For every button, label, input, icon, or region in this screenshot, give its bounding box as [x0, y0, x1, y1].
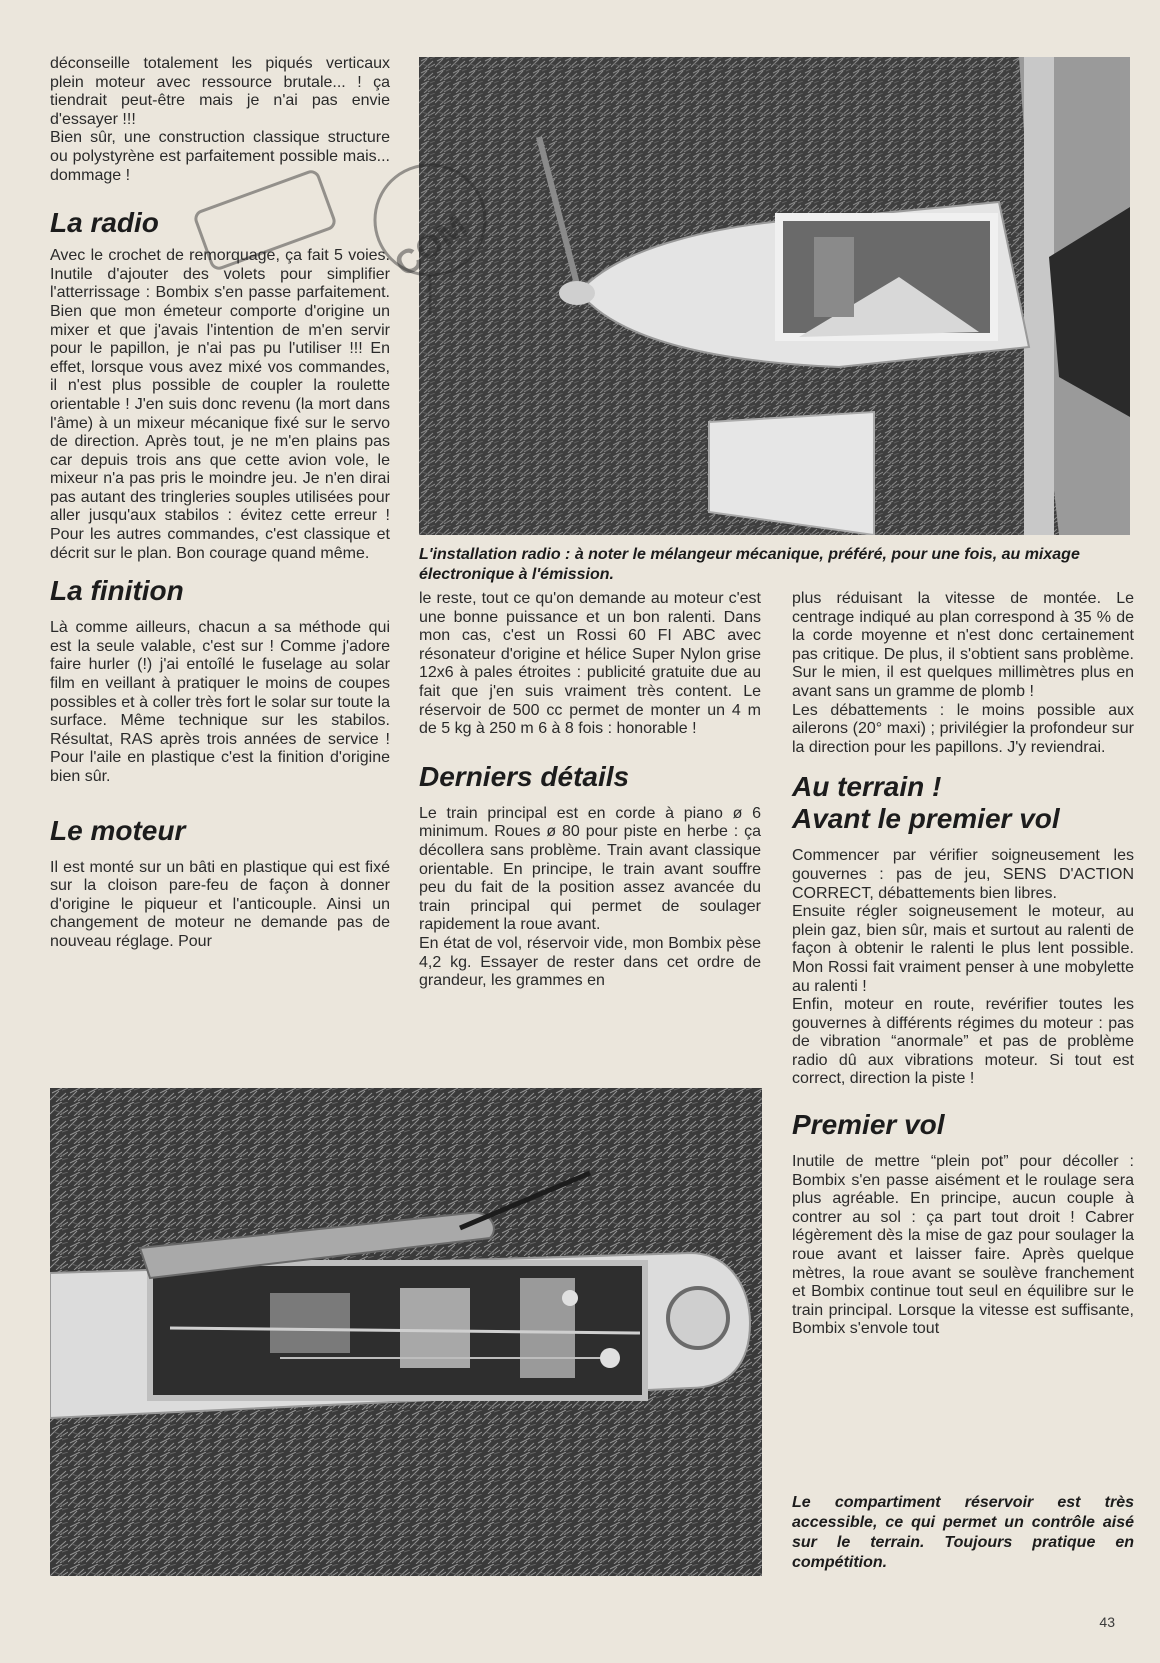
details-paragraph-2: En état de vol, réservoir vide, mon Bombix pèse 4,2 kg. Essayer de rester dans cet ordre de grandeur, les grammes en: [419, 934, 761, 990]
page-number: 43: [1099, 1614, 1115, 1630]
column-left: [50, 55, 390, 952]
intro-paragraph-2: Bien sûr, une construction classique structure ou polystyrène est parfaitement possible mais... dommage !: [50, 129, 390, 184]
watermark-text: COM: [387, 207, 475, 285]
heading-au-terrain: Au terrain !: [792, 771, 942, 803]
caption-fuel-compartment: Le compartiment réservoir est très accessible, ce qui permet un contrôle aisé sur le terrain. Toujours pratique en compétition.: [792, 1494, 1134, 1571]
engine-paragraph: le reste, tout ce qu'on demande au moteur c'est une bonne puissance et un bon ralenti. Dans mon cas, c'est un Rossi 60 FI ABC avec résonateur d'origine et hélice Super Nylon grise 12x6 à pales étroites : publicité gratuite due au fait que j'en suis vraiment très content. Le réservoir de 500 cc permet de monter un 4 m de 5 kg à 250 m 6 à 8 fois : honorable !: [419, 590, 761, 738]
heading-moteur: Le moteur: [50, 814, 186, 846]
radio-paragraph: Avec le crochet de remorquage, ça fait 5 voies. Inutile d'ajouter des volets pour simplifier l'atterrissage : Bombix s'en passe parfaitement. Bien que mon émeteur comporte d'origine un mixer et que j'avais l'intention de m'en servir pour le papillon, je n'ai pas pu l'utiliser !!! En effet, lorsque vous avez mixé vos commandes, il n'est plus possible de coupler la roulette orientable ! J'en suis donc revenu (la mort dans l'âme) à un mixeur mécanique fixé sur le servo de direction. Après tout, je ne m'en plains pas car depuis trois ans que cette avion vole, le mixeur n'a pas pris le moindre jeu. Je n'en dirai pas autant des tringleries souples utilisées pour aller jusqu'aux stabilos : évitez cette erreur ! Pour les autres commandes, c'est classique et décrit sur le plan. Bon courage quand même.: [50, 247, 390, 562]
terrain-paragraph-2: Ensuite régler soigneusement le moteur, au plein gaz, bien sûr, mais et surtout au ralenti de façon à obtenir le ralenti le plus lent possible. Mon Rossi fait vraiment penser à une mobylette au ralenti !: [792, 903, 1134, 995]
terrain-paragraph-1: Commencer par vérifier soigneusement les gouvernes : pas de jeu, SENS D'ACTION CORRECT, débattements bien libres.: [792, 847, 1134, 902]
heading-finition: La finition: [50, 575, 184, 607]
column-middle: [419, 590, 761, 991]
column-right: [792, 590, 1134, 1339]
photo-radio-installation: [419, 57, 1130, 535]
intro-paragraph-1: déconseille totalement les piqués verticaux plein moteur avec ressource brutale... ! ça tiendrait peut-être mais je n'ai pas envie d'essayer !!!: [50, 55, 390, 128]
terrain-paragraph-3: Enfin, moteur en route, revérifier toutes les gouvernes à différents régimes du moteur : pas de vibration “anormale” et pas de problème radio dû aux vibrations moteur. Si tout est correct, direction la piste !: [792, 996, 1134, 1088]
details-paragraph-1: Le train principal est en corde à piano ø 6 minimum. Roues ø 80 pour piste en herbe : ça décollera sans problème. Train avant classique orientable. En principe, le train avant souffre peu du fait de la position assez avancée du train principal qui permet de soulager rapidement la roue avant.: [419, 804, 761, 934]
heading-premier-vol: Premier vol: [792, 1109, 945, 1141]
heading-avant-premier-vol: Avant le premier vol: [792, 803, 1060, 835]
heading-radio: La radio: [50, 207, 159, 239]
moteur-paragraph: Il est monté sur un bâti en plastique qui est fixé sur la cloison pare-feu de façon à donner d'origine le piqueur et l'anticouple. Ainsi un changement de moteur ne demande pas de nouveau réglage. Pour: [50, 858, 390, 950]
vol-paragraph: Inutile de mettre “plein pot” pour décoller : Bombix s'en passe aisément et le roulage sera plus agréable. En principe, aucun couple à contrer au sol : ça part tout droit ! Cabrer légèrement dès la mise de gaz pour soulager la roue avant et laisser faire. Après quelque mètres, la roue avant se soulève franchement et Bombix continue tout seul en équilibre sur le train principal. Lorsque la vitesse est suffisante, Bombix s'envole tout: [792, 1153, 1134, 1338]
debattements-paragraph: Les débattements : le moins possible aux ailerons (20° maxi) ; privilégier la profondeur sur la direction pour les papillons. J'y reviendrai.: [792, 701, 1134, 756]
heading-derniers-details: Derniers détails: [419, 760, 630, 792]
caption-radio-installation: L'installation radio : à noter le mélangeur mécanique, préféré, pour une fois, au mixage électronique à l'émission.: [419, 546, 1080, 583]
photo-fuel-compartment: [50, 1088, 762, 1576]
finition-paragraph: Là comme ailleurs, chacun a sa méthode qui est la seule valable, c'est sur ! Comme j'adore faire hurler (!) j'ai entoîlé le fuselage au solar film en veillant à pratiquer le moins de coupes possibles et à coller très fort le solar sur toute la surface. Même technique sur les stabilos. Résultat, RAS après trois années de service ! Pour l'aile en plastique c'est la finition d'origine bien sûr.: [50, 619, 390, 785]
centrage-paragraph: plus réduisant la vitesse de montée. Le centrage indiqué au plan correspond à 35 % de la corde moyenne et n'est donc certainement pas critique. De plus, il s'obtient sans problème. Sur le mien, il est quelques millimètres plus en avant sans un gramme de plomb !: [792, 590, 1134, 700]
